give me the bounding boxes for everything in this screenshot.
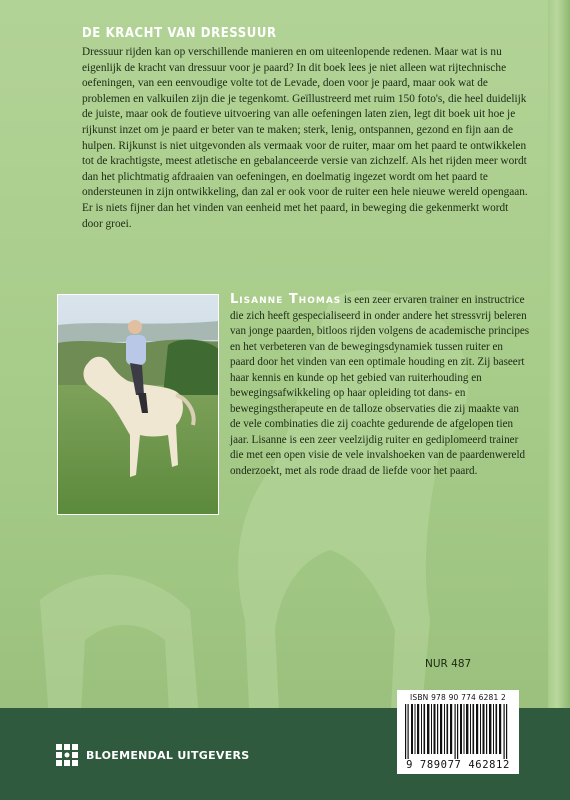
section-title: DE KRACHT VAN DRESSUUR bbox=[82, 26, 277, 41]
author-bio-text: is een zeer ervaren trainer en instructrice die zich heeft gespecialiseerd in onder andere het stressvrij beleren van jonge paarden, bitloos rijden volgens de academische principes en het verbeteren van de bewegingsdynamiek tussen ruiter en paard door het vinden van een optimale houding en zit. Zij baseert haar kennis en kunde op het gebied van ruiterhouding en bewegingsafwikkeling op haar opleiding tot dans- en bewegingstherapeute en de talloze observaties die zij maakte van de vele combinaties die zij coachte gedurende de afgelopen tien jaar. Lisanne is een zeer veelzijdig ruiter en gediplomeerd trainer die met een open visie de vele invalshoeken van de paardenwereld onderzoekt, met als rode draad de liefde voor het paard. bbox=[230, 294, 530, 477]
barcode-number: 9 789077 462812 bbox=[406, 759, 510, 771]
barcode-box bbox=[397, 690, 519, 774]
author-name: Lisanne Thomas bbox=[230, 292, 342, 307]
author-photo bbox=[57, 294, 219, 515]
barcode-icon bbox=[403, 704, 513, 759]
nur-code: NUR 487 bbox=[425, 658, 472, 670]
author-bio bbox=[230, 292, 530, 479]
publisher-logo-icon bbox=[56, 744, 78, 766]
spine-edge bbox=[548, 0, 570, 800]
publisher-block bbox=[56, 744, 250, 766]
intro-paragraph: Dressuur rijden kan op verschillende manieren en om uiteenlopende redenen. Maar wat is nu eigenlijk de kracht van dressuur voor je paard? In dit boek lees je niet alleen wat rijtechnische oefeningen, van een eenvoudige volte tot de Levade, doen voor je paard, maar ook wat de problemen en valkuilen zijn die je tegenkomt. Geïllustreerd met ruim 150 foto's, die heel duidelijk de juiste, maar ook de foutieve uitvoering van alle oefeningen laten zien, legt dit boek uit hoe je rijkunst inzet om je paard er beter van te maken; sterk, lenig, ontspannen, gezond en fijn aan de hulpen. Rijkunst is niet uitgevonden als vermaak voor de ruiter, maar om het paard te ontwikkelen tot de krachtigste, meest atletische en gebalanceerde versie van zichzelf. Als het rijden meer wordt dan het plichtmatig afdraaien van oefeningen, en doelmatig ingezet wordt om het paard te ondersteunen in zijn ontwikkeling, dan zal er ook voor de ruiter een hele nieuwe wereld opengaan. Er is niets fijner dan het vinden van eenheid met het paard, in beweging die gekenmerkt wordt door groei. bbox=[82, 46, 528, 230]
isbn-text: ISBN 978 90 774 6281 2 bbox=[409, 693, 507, 702]
publisher-name: BLOEMENDAL UITGEVERS bbox=[86, 748, 250, 762]
